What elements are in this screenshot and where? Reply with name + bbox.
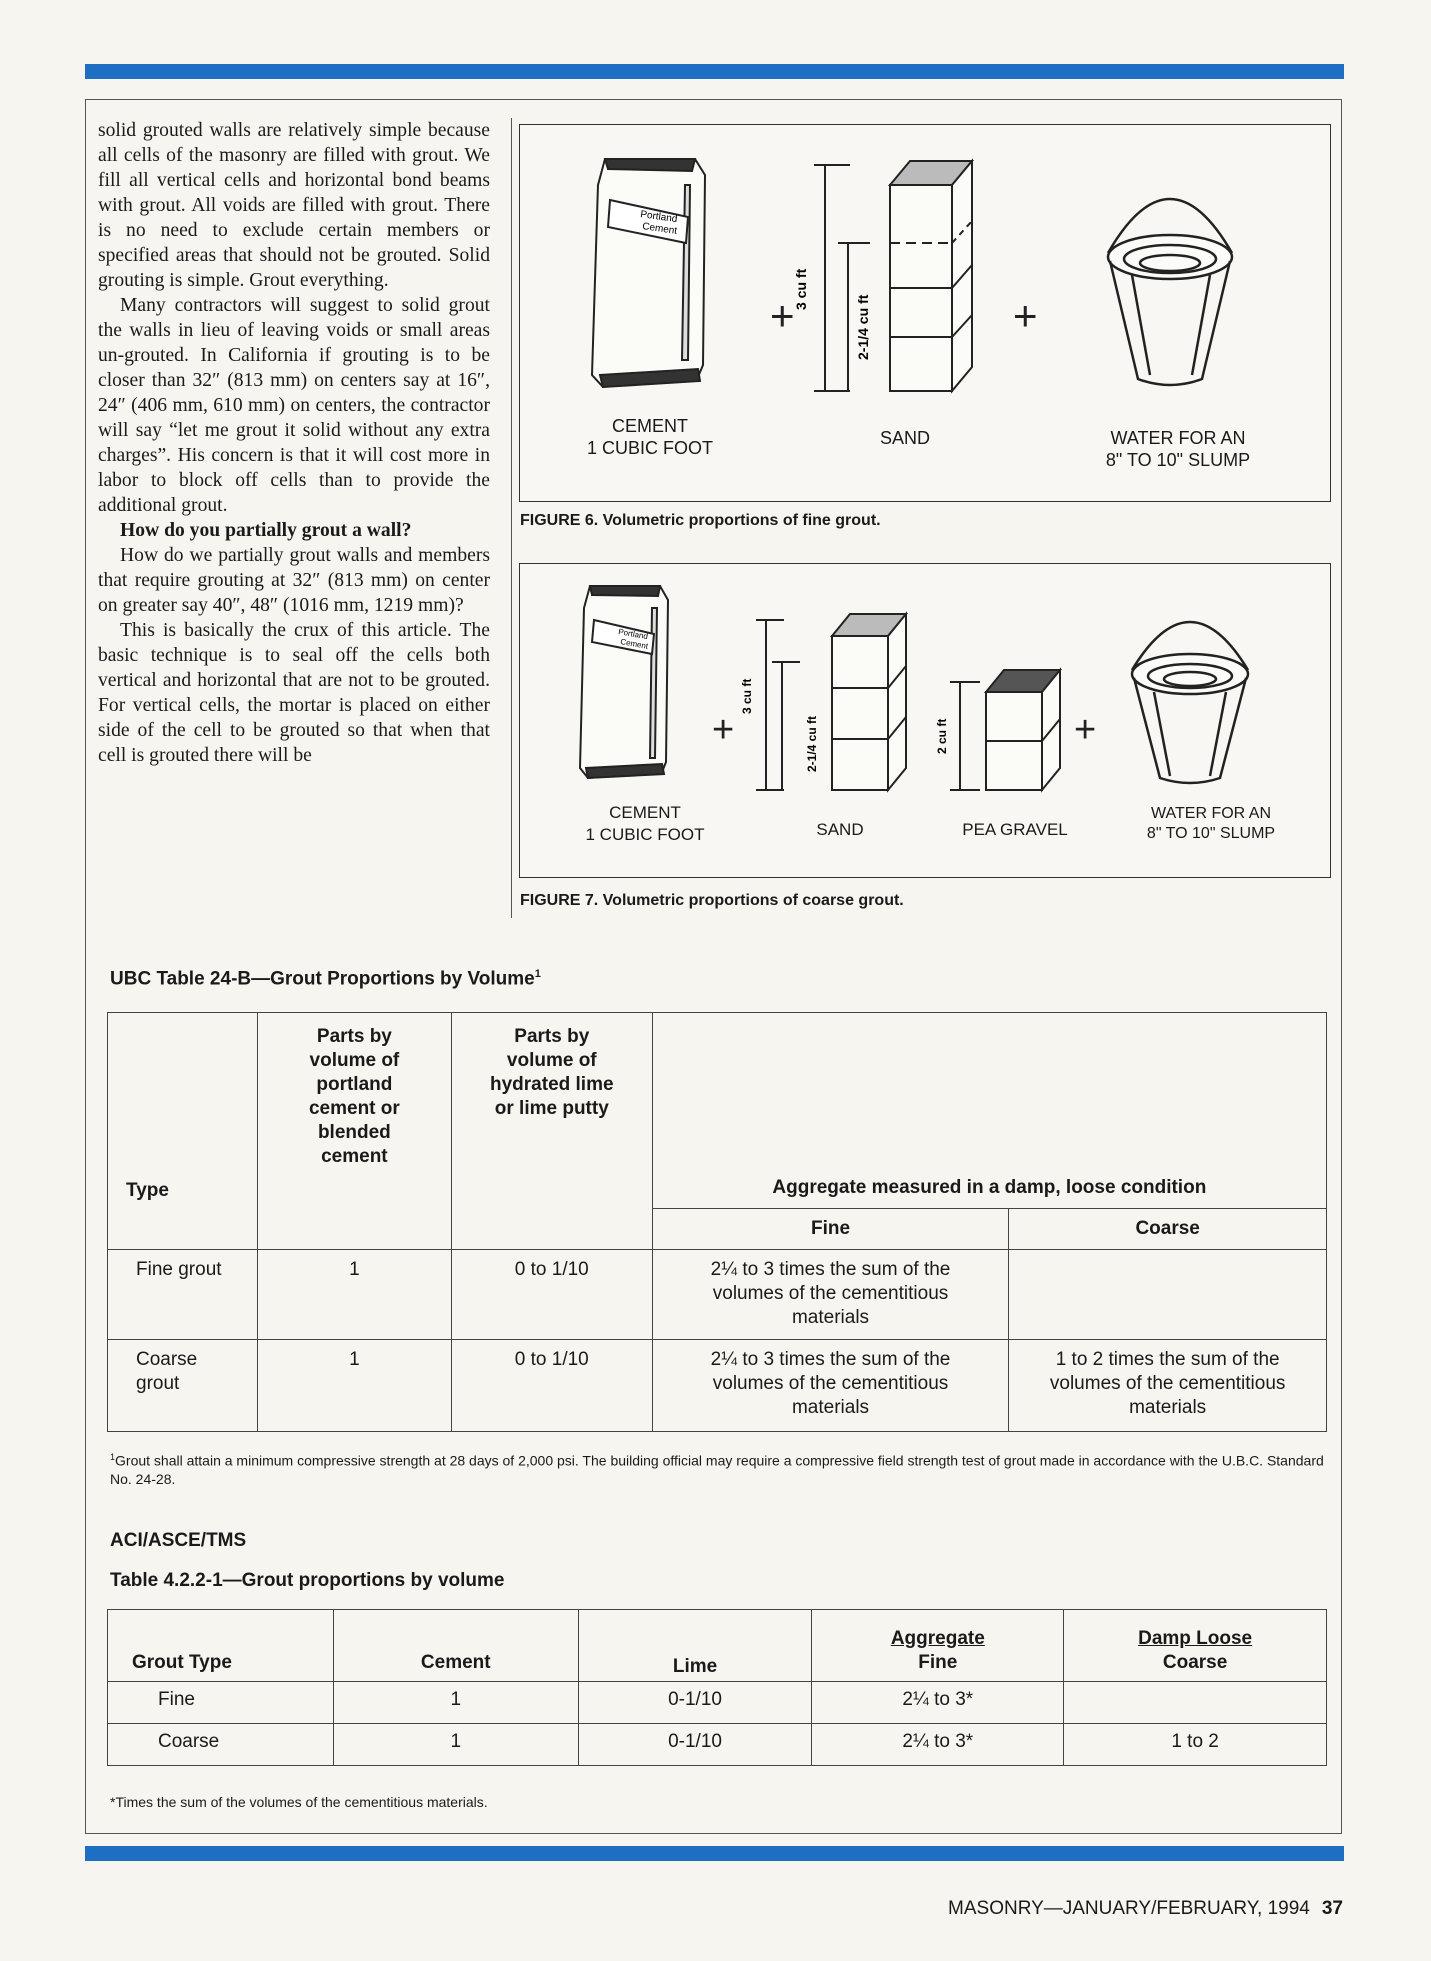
dimension-inner-label: 2-1/4 cu ft — [855, 294, 871, 360]
aci-cell-fine: 2¼ to 3* — [812, 1724, 1064, 1766]
article-paragraph-4: This is basically the crux of this article. The basic technique is to seal off the cells both vertical and horizontal that are not to be grouted. For vertical cells, the mortar is placed on either side of the cell to be grouted so that when that cell is grouted there will be — [98, 620, 490, 766]
aci-cell-lime: 0-1/10 — [578, 1724, 812, 1766]
aci-header-aggregate — [812, 1610, 1064, 1682]
aci-cell-coarse — [1064, 1682, 1327, 1724]
fig6-water-line1: WATER FOR AN — [1110, 428, 1246, 448]
table-row — [108, 1724, 1327, 1766]
article-column — [98, 118, 490, 768]
ubc-footnote — [110, 1448, 1330, 1488]
aci-header-type: Grout Type — [108, 1610, 334, 1682]
aci-cell-lime: 0-1/10 — [578, 1682, 812, 1724]
figure-6-caption: FIGURE 6. Volumetric proportions of fine grout. — [520, 512, 881, 529]
page-number: 37 — [1321, 1898, 1343, 1919]
top-rule-bar — [85, 64, 1344, 79]
aci-table-title: Table 4.2.2-1—Grout proportions by volume — [110, 1570, 505, 1591]
aci-header-damp — [1064, 1610, 1327, 1682]
page-footer — [948, 1898, 1343, 1920]
ubc-header-cement: Parts by volume of portland cement or blended cement — [257, 1013, 451, 1250]
aci-header-cement: Cement — [333, 1610, 578, 1682]
ubc-header-aggregate: Aggregate measured in a damp, loose condition — [652, 1013, 1326, 1209]
fig6-cement-line1: CEMENT — [612, 416, 688, 436]
ubc-title-sup: 1 — [534, 968, 541, 980]
ubc-cell-lime: 0 to 1/10 — [451, 1340, 652, 1432]
plus-sign-2: + — [1074, 709, 1097, 751]
article-paragraph-2: Many contractors will suggest to solid grout the walls in lieu of leaving voids or small areas un-grouted. In California if grouting is to be closer than 32″ (813 mm) on centers say at 16″, 24″ (406 mm, 610 mm) on centers, the contractor will say “let me grout it solid without any extra charges”. His concern is that it will cost more in labor to block off cells than to provide the additional grout. — [98, 295, 490, 516]
fig7-gravel-label: PEA GRAVEL — [962, 820, 1068, 839]
ubc-cell-lime: 0 to 1/10 — [451, 1250, 652, 1340]
fig7-cement-line2: 1 CUBIC FOOT — [585, 825, 705, 844]
footer-publication: MASONRY—JANUARY/FEBRUARY, 1994 — [948, 1898, 1310, 1919]
table-row — [108, 1682, 1327, 1724]
aci-footnote: *Times the sum of the volumes of the cementitious materials. — [110, 1794, 488, 1810]
dimension-inner-label: 2-1/4 cu ft — [805, 715, 819, 772]
ubc-cell-cement: 1 — [257, 1340, 451, 1432]
ubc-cell-fine: 2¼ to 3 times the sum of the volumes of the cementitious materials — [652, 1340, 1009, 1432]
water-bucket-icon — [1108, 199, 1232, 385]
plus-sign-1: + — [712, 709, 735, 751]
fig7-sand-label: SAND — [816, 820, 864, 839]
figure-6 — [519, 124, 1331, 502]
aci-cell-cement: 1 — [333, 1724, 578, 1766]
fig6-water-label — [1068, 427, 1288, 471]
fig6-cement-label — [560, 415, 740, 459]
ubc-header-type: Type — [108, 1013, 258, 1250]
ubc-footnote-text: Grout shall attain a minimum compressive strength at 28 days of 2,000 psi. The building official may require a compressive field strength test of grout made in accordance with the U.B.C. Standard No. 24-28. — [110, 1452, 1324, 1487]
sand-stack-icon — [890, 161, 972, 391]
fig7-cement-line1: CEMENT — [609, 803, 681, 822]
article-paragraph-3: How do we partially grout walls and members that require grouting at 32″ (813 mm) on center on greater say 40″, 48″ (1016 mm, 1219 mm)? — [98, 545, 490, 616]
aci-cell-coarse: 1 to 2 — [1064, 1724, 1327, 1766]
ubc-header-fine: Fine — [652, 1209, 1009, 1250]
water-bucket-icon — [1132, 622, 1248, 783]
ubc-cell-type: Coarse grout — [108, 1340, 258, 1432]
aci-cell-fine: 2¼ to 3* — [812, 1682, 1064, 1724]
aci-header-fine: Fine — [918, 1652, 958, 1673]
aci-cell-cement: 1 — [333, 1682, 578, 1724]
bottom-rule-bar — [85, 1846, 1344, 1861]
aci-header-damp-top: Damp Loose — [1138, 1628, 1253, 1649]
plus-sign-2: + — [1013, 292, 1038, 339]
aci-header-aggregate-top: Aggregate — [890, 1628, 985, 1649]
cement-bag-icon — [592, 159, 705, 387]
figure-7 — [519, 563, 1331, 878]
ubc-table — [107, 1012, 1327, 1432]
aci-org-title: ACI/ASCE/TMS — [110, 1530, 247, 1551]
ubc-cell-fine: 2¼ to 3 times the sum of the volumes of the cementitious materials — [652, 1250, 1009, 1340]
sand-stack-icon — [832, 614, 906, 790]
bag-label-2: Cement — [619, 637, 649, 651]
column-divider — [511, 118, 512, 918]
fig7-water-line2: 8" TO 10" SLUMP — [1146, 825, 1276, 842]
aci-cell-type: Coarse — [108, 1724, 334, 1766]
table-row — [108, 1340, 1327, 1432]
ubc-header-coarse: Coarse — [1009, 1209, 1327, 1250]
fig7-cement-label — [570, 802, 720, 846]
bag-label-1: Portland — [639, 209, 679, 226]
ubc-cell-coarse: 1 to 2 times the sum of the volumes of the cementitious materials — [1009, 1340, 1327, 1432]
article-paragraph-1: solid grouted walls are relatively simple because all cells of the masonry are filled with grout. We fill all vertical cells and horizontal bond beams with grout. All voids are filled with grout. There is no need to exclude certain members or specified areas that should not be grouted. Solid grouting is simple. Grout everything. — [98, 120, 490, 291]
plus-sign-1: + — [770, 292, 795, 339]
dimension-outer-label: 3 cu ft — [793, 268, 809, 310]
aci-table — [107, 1609, 1327, 1766]
fig7-water-line1: WATER FOR AN — [1151, 805, 1271, 822]
cement-bag-icon — [580, 586, 668, 778]
dimension-outer-label: 3 cu ft — [740, 678, 754, 714]
ubc-cell-cement: 1 — [257, 1250, 451, 1340]
ubc-title-text: UBC Table 24-B—Grout Proportions by Volume — [110, 968, 535, 990]
aci-header-coarse: Coarse — [1162, 1652, 1228, 1673]
pea-gravel-stack-icon — [986, 670, 1060, 790]
ubc-cell-type: Fine grout — [108, 1250, 258, 1340]
fig7-water-label — [1106, 804, 1316, 844]
aci-cell-type: Fine — [108, 1682, 334, 1724]
bag-label-2: Cement — [641, 221, 678, 237]
ubc-table-title — [110, 968, 541, 990]
fig6-water-line2: 8" TO 10" SLUMP — [1105, 450, 1251, 470]
bag-label-1: Portland — [617, 627, 649, 642]
article-subheading: How do you partially grout a wall? — [120, 520, 412, 541]
aci-header-lime: Lime — [578, 1610, 812, 1682]
fig6-sand-label: SAND — [879, 428, 930, 448]
ubc-cell-coarse — [1009, 1250, 1327, 1340]
fig6-cement-line2: 1 CUBIC FOOT — [586, 438, 713, 458]
table-row — [108, 1250, 1327, 1340]
ubc-footnote-sup: 1 — [110, 1452, 116, 1462]
figure-7-caption: FIGURE 7. Volumetric proportions of coarse grout. — [520, 892, 904, 909]
ubc-header-lime: Parts by volume of hydrated lime or lime putty — [451, 1013, 652, 1250]
dimension-gravel-label: 2 cu ft — [935, 718, 949, 754]
